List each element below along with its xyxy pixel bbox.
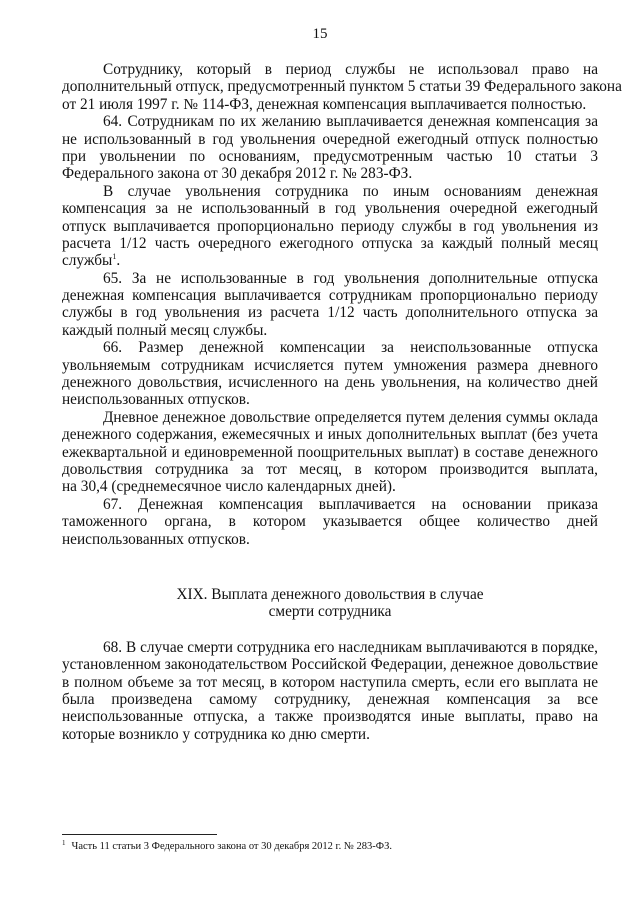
document-body: [62, 61, 622, 548]
text-line: [62, 113, 598, 130]
line-text: отпуск выплачивается пропорционально периоду службы в год увольнения из: [62, 217, 598, 235]
text-line: [62, 674, 598, 691]
text-line: [62, 708, 598, 725]
line-text: В случае увольнения сотрудника по иным основаниям денежная: [103, 182, 598, 200]
line-text: довольствия сотрудника за тот месяц, в котором производится выплата,: [62, 460, 598, 478]
paragraph: [62, 339, 598, 409]
footnote-text: Часть 11 статьи 3 Федерального закона от 30 декабря 2012 г. № 283-ФЗ.: [71, 841, 392, 852]
paragraph: [62, 183, 598, 270]
line-text: неиспользованные отпуска, а также производятся иные выплаты, право на: [62, 708, 598, 726]
text-line: [62, 96, 598, 113]
text-line: [62, 357, 598, 374]
text-line: службы$^1$.: [62, 252, 121, 270]
text-line: [62, 444, 598, 461]
line-text: дополнительный отпуск, предусмотренный пунктом 5 статьи 39 Федерального закона: [62, 78, 622, 96]
text-line: [62, 165, 598, 182]
line-text: неиспользованных отпусков.: [62, 391, 250, 409]
text-line: [62, 78, 622, 96]
line-text: компенсация за не использованный в год увольнения очередной ежегодный: [62, 200, 598, 218]
footnote: [62, 841, 392, 853]
section-title-line: XIX. Выплата денежного довольствия в случае: [176, 586, 484, 603]
text-line: [62, 287, 598, 304]
text-line: [62, 374, 598, 391]
line-text: при увольнении по основаниям, предусмотренным частью 10 статьи 3: [62, 147, 598, 165]
text-line: [62, 61, 598, 78]
text-line: [62, 270, 598, 287]
line-text: 67. Денежная компенсация выплачивается на основании приказа: [103, 495, 598, 513]
paragraph: [62, 61, 622, 113]
text-line: [62, 478, 598, 495]
text-line: [62, 391, 598, 408]
section-body: [62, 639, 598, 743]
line-text: денежная компенсация выплачивается сотрудникам пропорционально периоду: [62, 287, 598, 305]
text-line: [62, 726, 598, 743]
section-title: [62, 586, 598, 621]
section-title-line: смерти сотрудника: [268, 603, 392, 621]
text-line: [62, 461, 598, 478]
line-text: денежного довольствия, исчисленного на день увольнения, на количество дней: [62, 374, 598, 392]
line-text: неиспользованных отпусков.: [62, 530, 250, 548]
line-text: таможенного органа, в котором указывается общее количество дней: [62, 513, 598, 531]
text-line: [62, 131, 598, 148]
line-text: Федерального закона от 30 декабря 2012 г. № 283-ФЗ.: [62, 165, 413, 183]
text-line: [62, 496, 598, 513]
line-text: службы в год увольнения из расчета 1/12 часть дополнительного отпуска за: [62, 304, 598, 322]
text-line: [62, 639, 598, 656]
line-text: Дневное денежное довольствие определяется путем деления суммы оклада: [103, 408, 598, 426]
line-text: в полном объеме за тот месяц, в котором наступила смерть, если его выплата не: [62, 673, 598, 691]
text-line: [62, 235, 598, 252]
line-text: от 21 июля 1997 г. № 114-ФЗ, денежная компенсация выплачивается полностью.: [62, 95, 587, 113]
line-text: на 30,4 (среднемесячное число календарных дней).: [62, 478, 396, 496]
line-text: была произведена самому сотруднику, денежная компенсация за все: [62, 690, 598, 708]
paragraph: [62, 270, 598, 340]
line-text: не использованный в год увольнения очередной ежегодный отпуск полностью: [62, 130, 598, 148]
line-text: увольняемым сотрудникам исчисляется путем умножения размера дневного: [62, 356, 598, 374]
line-text: которые возникло у сотрудника ко дню смерти.: [62, 725, 370, 743]
section-xix: [62, 586, 598, 743]
text-line: [62, 304, 598, 321]
paragraph: [62, 496, 598, 548]
text-line: [62, 691, 598, 708]
paragraph: [62, 113, 598, 183]
paragraph: [62, 409, 598, 496]
footnote-reference[interactable]: 1: [112, 252, 117, 262]
text-line: [62, 409, 598, 426]
line-text: денежного содержания, ежемесячных и иных дополнительных выплат (без учета: [62, 426, 598, 444]
line-text: 66. Размер денежной компенсации за неиспользованные отпуска: [103, 339, 598, 357]
footnote-marker: 1: [62, 839, 66, 847]
line-text: каждый полный месяц службы.: [62, 321, 268, 339]
text-line: [62, 339, 598, 356]
page-number: 15: [312, 26, 328, 42]
paragraph: [62, 639, 598, 743]
text-line: [62, 183, 598, 200]
line-text: расчета 1/12 часть очередного ежегодного отпуска за каждый полный месяц: [62, 234, 598, 252]
line-text: Сотруднику, который в период службы не использовал право на: [103, 61, 598, 78]
text-line: [62, 200, 598, 217]
text-line: [62, 531, 598, 548]
text-line: [62, 148, 598, 165]
line-text: 68. В случае смерти сотрудника его наследникам выплачиваются в порядке,: [103, 638, 598, 656]
line-text: службы: [62, 252, 113, 270]
text-line: [62, 426, 598, 443]
line-text: 65. За не использованные в год увольнения дополнительные отпуска: [103, 269, 598, 287]
text-line: [62, 513, 598, 530]
line-text: установленном законодательством Российской Федерации, денежное довольствие: [62, 656, 598, 674]
text-line: [62, 218, 598, 235]
footnote-divider: [62, 834, 217, 835]
text-line: [62, 322, 598, 339]
line-text: ежеквартальной и единовременной поощрительных выплат) в составе денежного: [62, 443, 598, 461]
text-line: [62, 656, 598, 673]
line-text: 64. Сотрудникам по их желанию выплачивается денежная компенсация за: [103, 113, 598, 131]
